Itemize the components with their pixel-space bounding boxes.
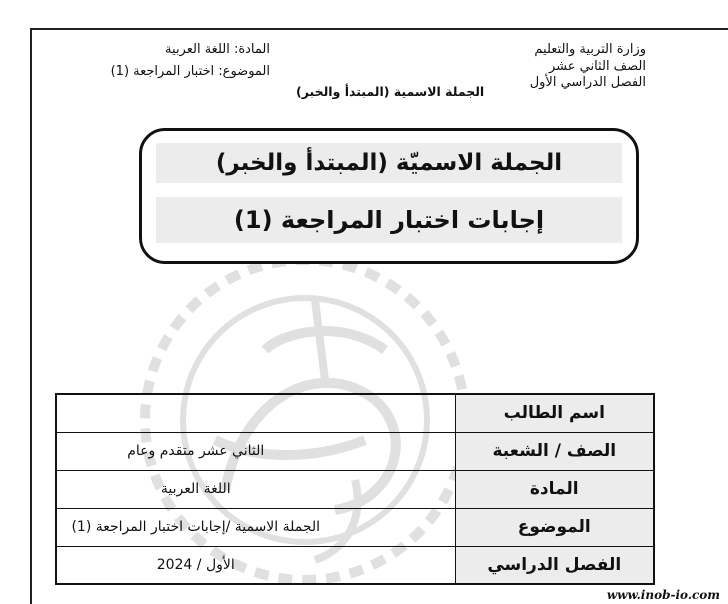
row-label: المادة bbox=[455, 470, 654, 508]
subject-label: المادة: اللغة العربية bbox=[165, 42, 270, 57]
sub-title: إجابات اختبار المراجعة (1) bbox=[156, 197, 622, 243]
topic-label: الموضوع: اختبار المراجعة (1) bbox=[110, 64, 270, 79]
table-row bbox=[56, 432, 654, 470]
ministry-label: وزارة التربية والتعليم bbox=[534, 42, 646, 57]
row-value: اللغة العربية bbox=[56, 470, 455, 508]
semester-label: الفصل الدراسي الأول bbox=[529, 75, 646, 90]
table-row bbox=[56, 470, 654, 508]
row-value: الجملة الاسمية /إجابات اختبار المراجعة (1) bbox=[56, 508, 455, 546]
table-row bbox=[56, 508, 654, 546]
row-label: اسم الطالب bbox=[455, 394, 654, 432]
row-label: الصف / الشعبة bbox=[455, 432, 654, 470]
table-row bbox=[56, 394, 654, 432]
header-subject-info bbox=[84, 42, 270, 79]
footer-website-link[interactable]: www.inob-io.com bbox=[606, 588, 720, 602]
row-value bbox=[56, 394, 455, 432]
row-value: الأول / 2024 bbox=[56, 546, 455, 584]
row-value: الثاني عشر متقدم وعام bbox=[56, 432, 455, 470]
title-box bbox=[139, 128, 639, 264]
row-label: الفصل الدراسي bbox=[455, 546, 654, 584]
header-school-info bbox=[530, 42, 646, 90]
main-title: الجملة الاسميّة (المبتدأ والخبر) bbox=[156, 143, 622, 183]
grade-label: الصف الثاني عشر bbox=[548, 59, 646, 74]
lesson-label: الجملة الاسمية (المبتدأ والخبر) bbox=[296, 84, 485, 99]
table-row bbox=[56, 546, 654, 584]
student-info-table bbox=[55, 393, 655, 585]
row-label: الموضوع bbox=[455, 508, 654, 546]
